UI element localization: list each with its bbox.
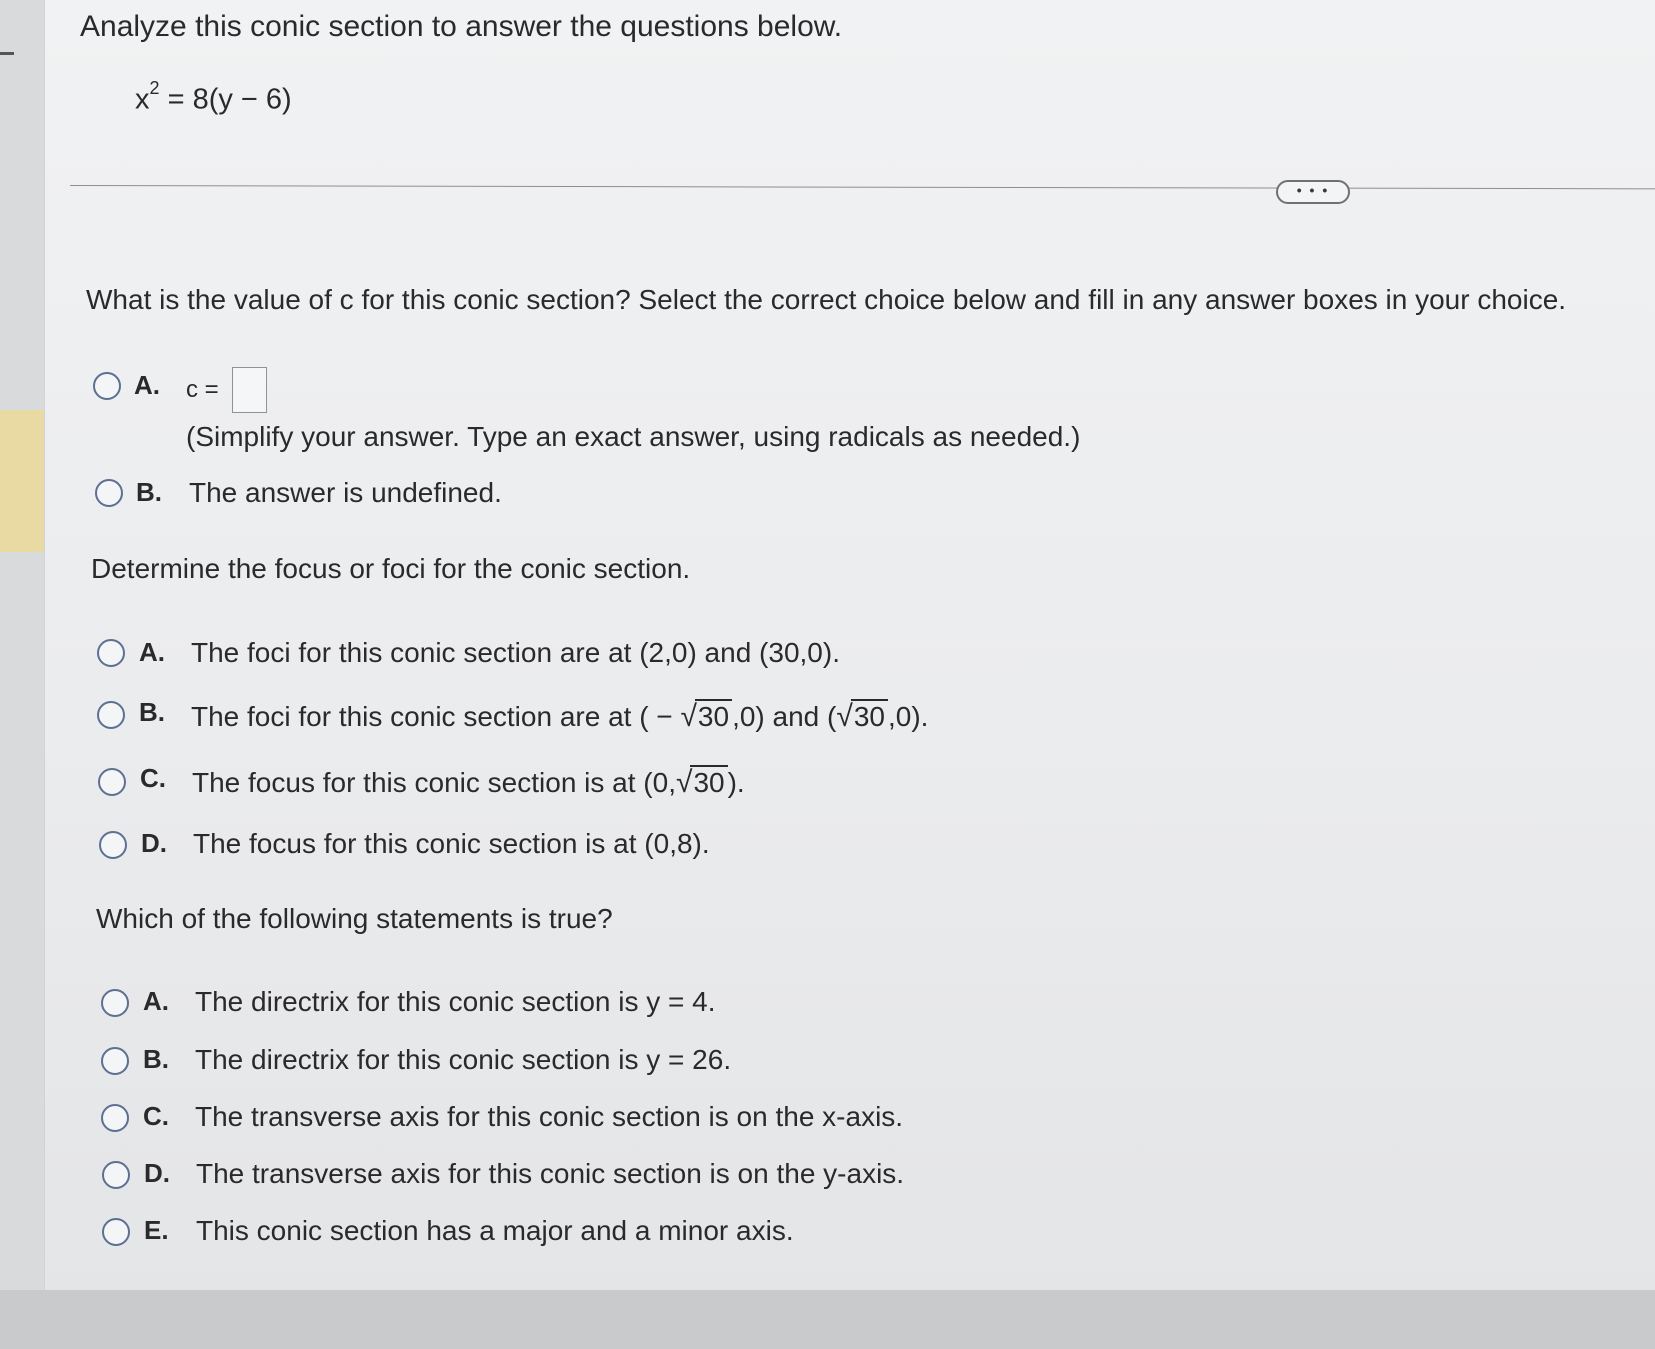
q2-option-d-letter: D. <box>141 828 167 858</box>
q2-option-a-text: The foci for this conic section are at (2,0) and (30,0). <box>191 637 840 668</box>
radicand: 30 <box>695 699 732 732</box>
q1-option-a-hint: (Simplify your answer. Type an exact answer, using radicals as needed.) <box>186 421 1081 452</box>
q2-b-mid: ,0) and ( <box>732 701 837 732</box>
q3-option-d-text: The transverse axis for this conic section is on the y-axis. <box>196 1158 905 1189</box>
q2-option-c-letter: C. <box>140 763 166 793</box>
c-answer-input[interactable] <box>232 367 267 413</box>
radical-sign-icon: √ <box>836 700 853 733</box>
equation-exponent: 2 <box>149 78 160 98</box>
q3-option-e-radio[interactable] <box>102 1218 130 1246</box>
q2-option-b-radio[interactable] <box>97 701 125 729</box>
equation-base: x <box>135 83 150 116</box>
q3-option-d-letter: D. <box>144 1158 170 1188</box>
q3-option-b-radio[interactable] <box>101 1047 129 1075</box>
radical-sign-icon: √ <box>680 700 697 733</box>
q2-option-a-letter: A. <box>139 637 165 667</box>
q2-c-post: ). <box>727 767 745 798</box>
q2-option-b-text <box>191 700 928 734</box>
q2-option-c-text <box>192 766 745 800</box>
q1-prompt: What is the value of c for this conic section? Select the correct choice below and fill in any answer boxes in your choice. <box>86 284 1567 315</box>
q2-option-d-radio[interactable] <box>99 831 127 859</box>
q2-prompt: Determine the focus or foci for the conic section. <box>91 553 691 584</box>
q1-option-a-radio[interactable] <box>93 372 121 400</box>
left-tick-mark <box>0 52 14 55</box>
q3-prompt: Which of the following statements is true? <box>96 903 613 934</box>
q2-option-b-letter: B. <box>139 697 165 727</box>
q2-c-pre: The focus for this conic section is at (0, <box>192 767 676 798</box>
q3-option-c-text: The transverse axis for this conic section is on the x-axis. <box>195 1101 904 1132</box>
q1-option-b-text: The answer is undefined. <box>189 477 502 508</box>
instruction-text: Analyze this conic section to answer the questions below. <box>80 10 843 43</box>
q2-option-d-text: The focus for this conic section is at (0,8). <box>193 828 710 859</box>
q2-b-post: ,0). <box>887 701 929 732</box>
equation-rest: = 8(y − 6) <box>159 83 292 116</box>
sqrt-30-first <box>680 700 732 734</box>
q1-option-a-label: c = <box>186 376 219 403</box>
sqrt-30-second <box>836 700 888 734</box>
q2-option-a-radio[interactable] <box>97 639 125 667</box>
q3-option-c-radio[interactable] <box>101 1104 129 1132</box>
left-sidebar-strip <box>0 0 44 1349</box>
q3-option-a-radio[interactable] <box>101 989 129 1017</box>
q3-option-e-text: This conic section has a major and a minor axis. <box>196 1215 794 1246</box>
q3-option-a-letter: A. <box>143 986 169 1016</box>
q3-option-d-radio[interactable] <box>102 1161 130 1189</box>
q3-option-c-letter: C. <box>143 1101 169 1131</box>
q1-option-a-letter: A. <box>134 370 160 400</box>
bottom-bar <box>0 1290 1655 1349</box>
radicand: 30 <box>690 765 727 798</box>
q2-b-pre: The foci for this conic section are at ( − <box>191 701 681 732</box>
radicand: 30 <box>851 699 888 732</box>
equation <box>135 78 292 117</box>
radical-sign-icon: √ <box>675 766 693 799</box>
q3-option-b-text: The directrix for this conic section is y = 26. <box>195 1044 732 1075</box>
q1-option-b-radio[interactable] <box>95 479 123 507</box>
q3-option-b-letter: B. <box>143 1044 169 1074</box>
sqrt-30 <box>676 766 728 800</box>
more-options-button[interactable]: • • • <box>1276 180 1350 204</box>
q3-option-e-letter: E. <box>144 1215 169 1245</box>
q3-option-a-text: The directrix for this conic section is y = 4. <box>195 986 716 1017</box>
q1-option-b-letter: B. <box>136 477 162 507</box>
q2-option-c-radio[interactable] <box>98 768 126 796</box>
